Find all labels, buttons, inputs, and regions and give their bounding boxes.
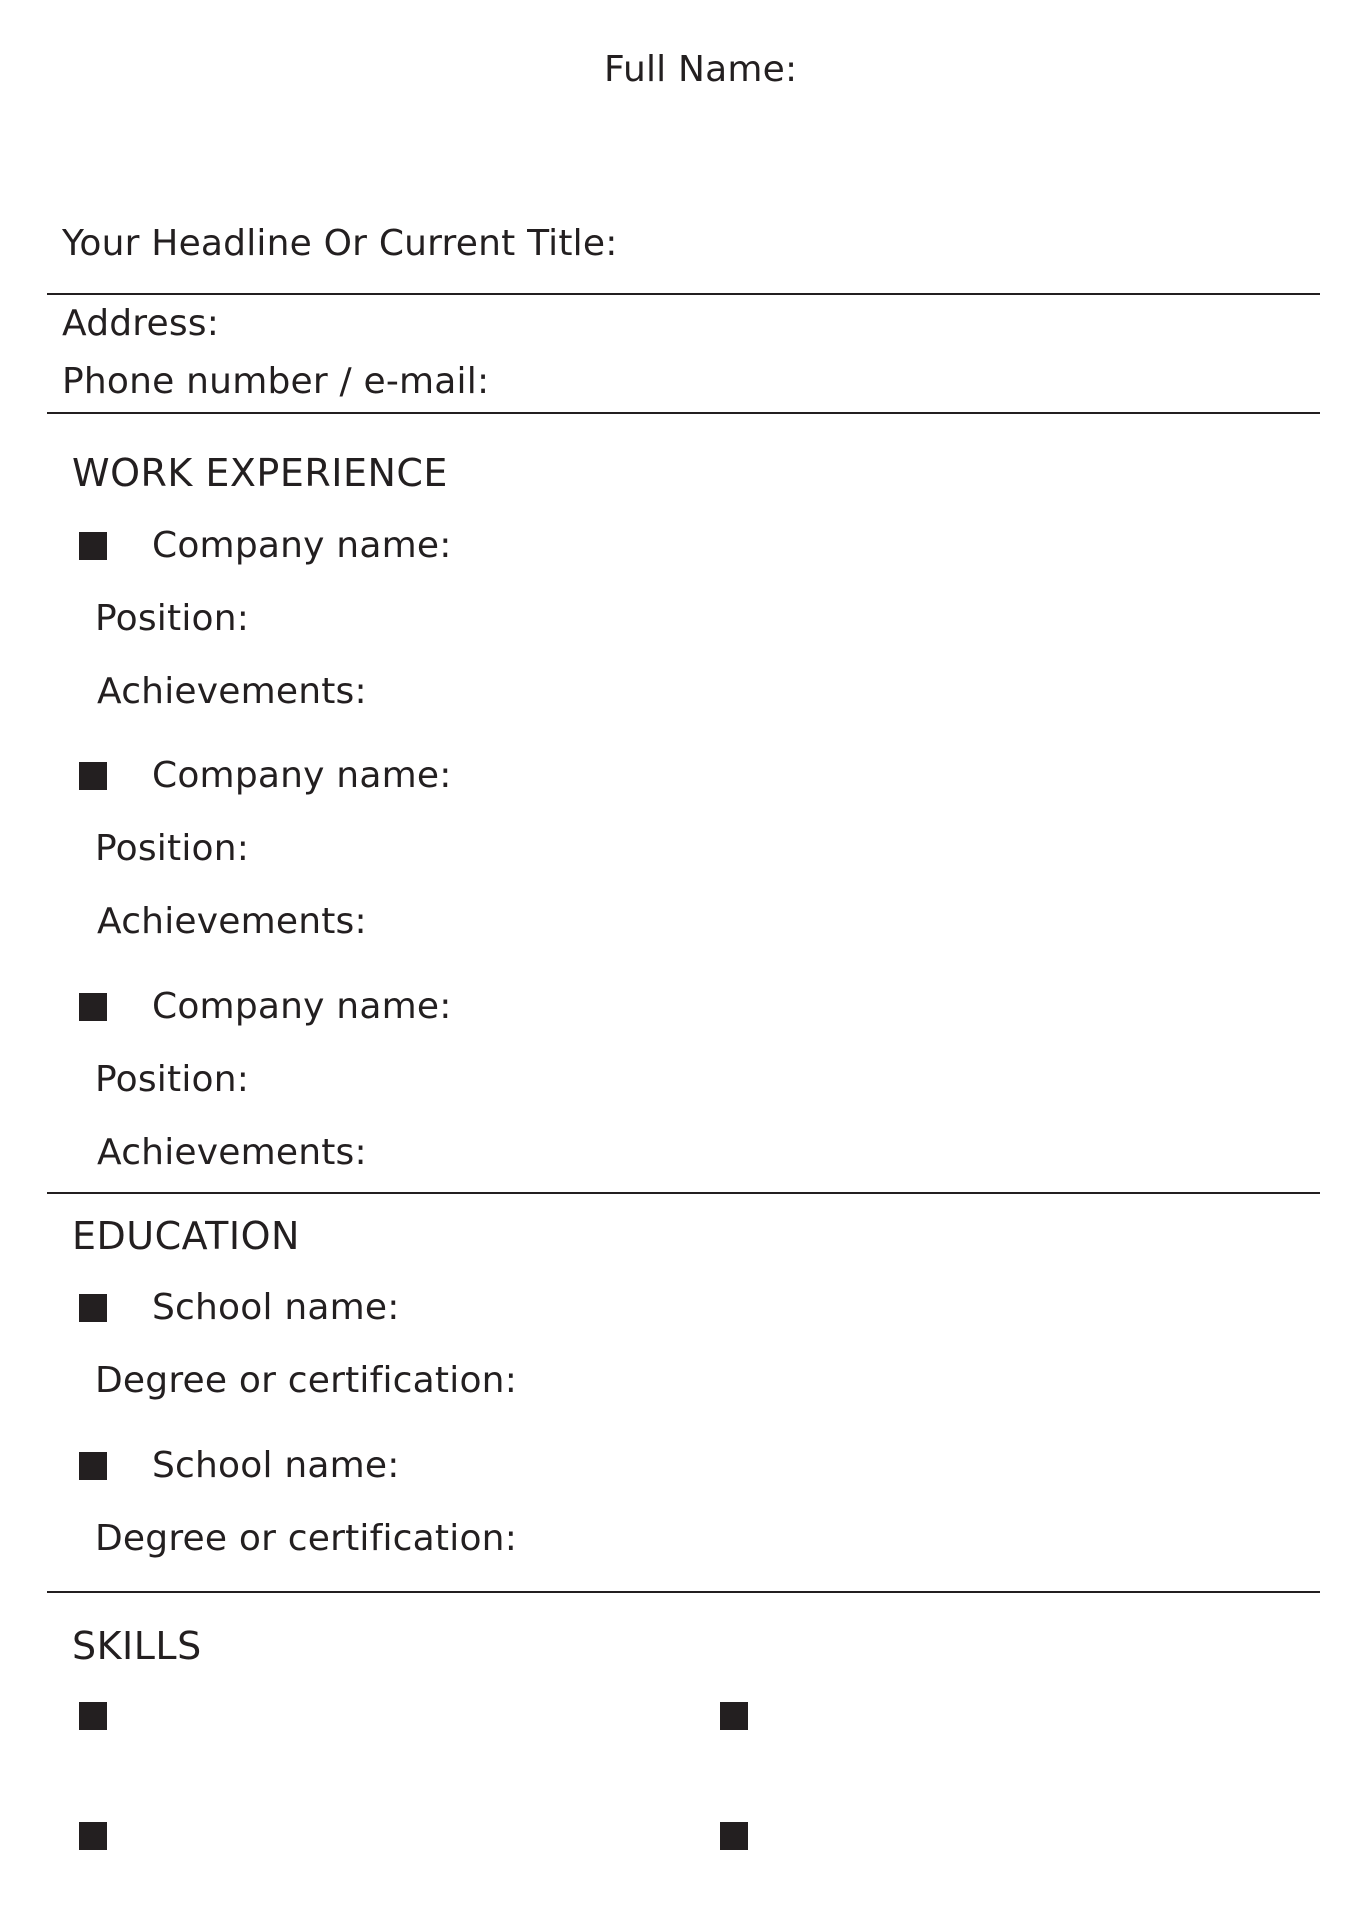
square-bullet-icon	[79, 1822, 107, 1850]
company-name-label: Company name:	[152, 755, 452, 796]
company-name-label: Company name:	[152, 986, 452, 1027]
achievements-label: Achievements:	[97, 1132, 367, 1173]
education-heading: EDUCATION	[72, 1214, 300, 1258]
achievements-label: Achievements:	[97, 901, 367, 942]
work-experience-heading: WORK EXPERIENCE	[72, 451, 448, 495]
divider-top	[47, 293, 1320, 295]
square-bullet-icon	[720, 1822, 748, 1850]
school-name-label: School name:	[152, 1287, 400, 1328]
address-label: Address:	[62, 303, 220, 344]
degree-label: Degree or certification:	[95, 1360, 518, 1401]
position-label: Position:	[95, 828, 250, 869]
square-bullet-icon	[79, 1294, 107, 1322]
square-bullet-icon	[79, 532, 107, 560]
company-name-label: Company name:	[152, 525, 452, 566]
square-bullet-icon	[79, 993, 107, 1021]
square-bullet-icon	[79, 1452, 107, 1480]
skills-heading: SKILLS	[72, 1624, 202, 1668]
degree-label: Degree or certification:	[95, 1518, 518, 1559]
contact-label: Phone number / e-mail:	[62, 361, 490, 402]
headline-label: Your Headline Or Current Title:	[62, 223, 618, 264]
square-bullet-icon	[720, 1702, 748, 1730]
achievements-label: Achievements:	[97, 671, 367, 712]
square-bullet-icon	[79, 1702, 107, 1730]
square-bullet-icon	[79, 762, 107, 790]
school-name-label: School name:	[152, 1445, 400, 1486]
divider-contact	[47, 412, 1320, 414]
divider-education	[47, 1591, 1320, 1593]
full-name-label: Full Name:	[604, 49, 798, 90]
position-label: Position:	[95, 598, 250, 639]
position-label: Position:	[95, 1059, 250, 1100]
divider-work	[47, 1192, 1320, 1194]
